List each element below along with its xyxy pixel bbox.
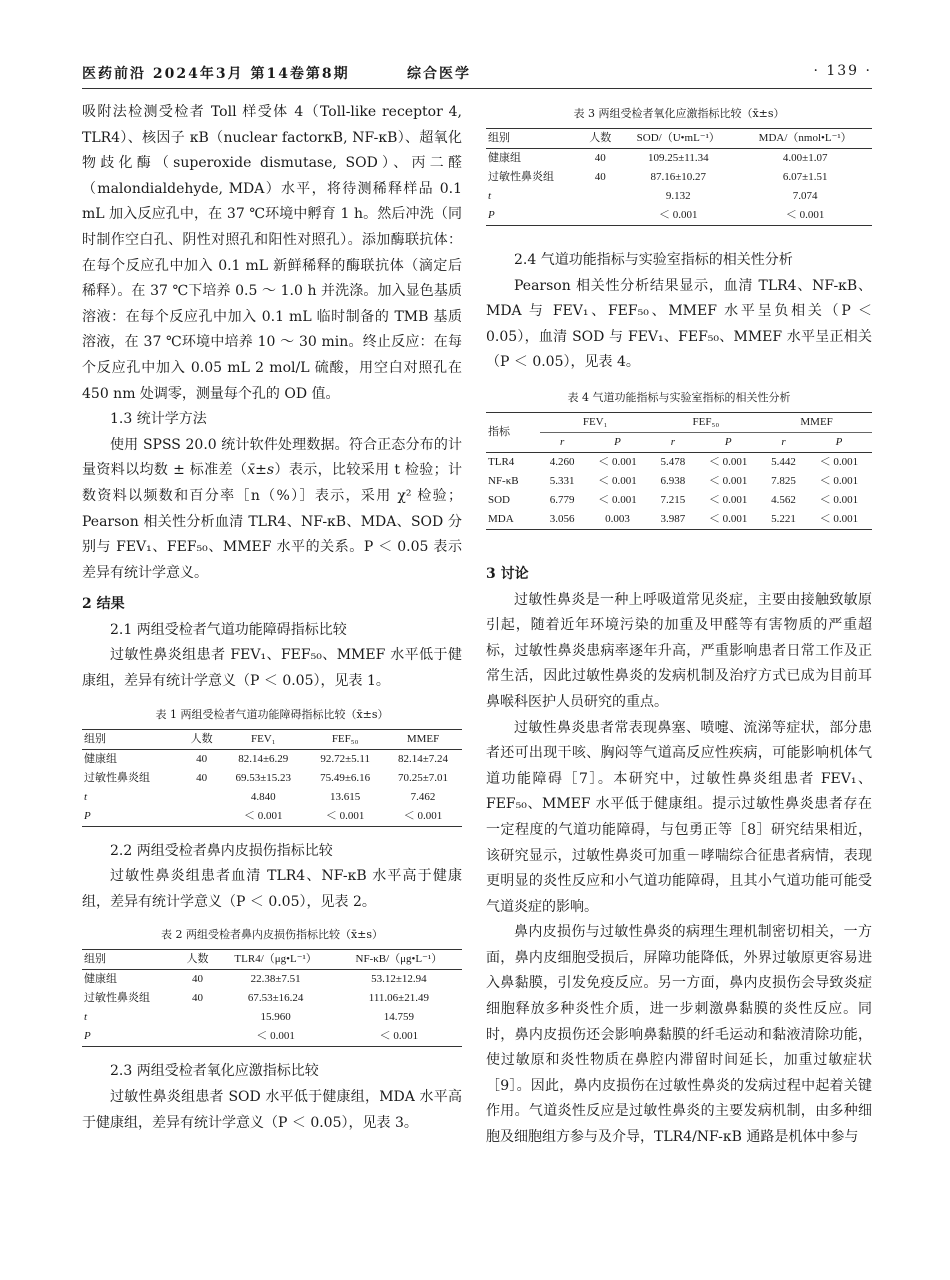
page-number: · 139 · [813,63,872,79]
section-2-3-heading: 2.3 两组受检者氧化应激指标比较 [110,1063,319,1080]
table-row: MDA 3.056 0.003 3.987 ＜ 0.001 5.221 ＜ 0.001 [486,510,872,530]
table-header: NF-κB/（μg•L⁻¹） [336,950,462,970]
journal-issue: 医药前沿 2024年3月 第14卷第8期 [82,66,350,82]
table-header: FEF₅₀ [306,729,384,749]
result-paragraph-2: 过敏性鼻炎组患者血清 TLR4、NF-κB 水平高于健康组，差异有统计学意义（P ＜ 0.05），见表 2。 [82,868,462,910]
discussion-paragraph-2: 过敏性鼻炎患者常表现鼻塞、喷嚏、流涕等症状，部分患者还可出现干咳、胸闷等气道高反应性疾病，可能影响机体气道功能障碍［7］。本研究中，过敏性鼻炎组患者 FEV₁、FEF₅₀、MMEF 水平低于健康组。提示过敏性鼻炎患者存在一定程度的气道功能障碍，与包勇正等［8］研究结果相近，该研究显示，过敏性鼻炎可加重－哮喘综合征患者病情，表现更明显的炎性反应和小气道功能障碍，且其小气道功能可能受气道炎症的影响。 [486,719,872,915]
table-row: 过敏性鼻炎组 40 87.16±10.27 6.07±1.51 [488,171,828,183]
table-header: 指标 [486,412,540,452]
left-column [82,100,462,1136]
table-row: P ＜ 0.001 ＜ 0.001 [486,206,872,226]
section-2-4-heading: 2.4 气道功能指标与实验室指标的相关性分析 [514,252,793,268]
table-row: SOD 6.779 ＜ 0.001 7.215 ＜ 0.001 4.562 ＜ 0.001 [488,493,859,506]
table-row: NF-κB 5.331 ＜ 0.001 6.938 ＜ 0.001 7.825 ＜ 0.001 [488,474,859,487]
table-row: P ＜ 0.001 ＜ 0.001 ＜ 0.001 [82,807,462,827]
table-header: 人数 [582,129,618,149]
table-2-caption: 表 2 两组受检者鼻内皮损伤指标比较（x̄±s） [160,928,384,942]
discussion-paragraph-3: 鼻内皮损伤与过敏性鼻炎的病理生理机制密切相关，一方面，鼻内皮细胞受损后，屏障功能降低，外界过敏原更容易进入鼻黏膜，引发免疫反应。另一方面，鼻内皮损伤会导致炎症细胞释放多种炎性介质，进一步刺激鼻黏膜的炎性反应。同时，鼻内皮损伤还会影响鼻黏膜的纤毛运动和黏液清除功能，使过敏原和炎性物质在鼻腔内滞留时间延长，加重过敏症状［9］。因此，鼻内皮损伤在过敏性鼻炎的发病过程中起着关键作用。气道炎性反应是过敏性鼻炎的主要发病机制，由多种细胞及细胞组方参与及介导，TLR4/NF-κB 通路是机体中参与 [486,924,872,1146]
section-2-1-heading: 2.1 两组受检者气道功能障碍指标比较 [110,621,347,638]
table-row: 健康组 40 22.38±7.51 53.12±12.94 [84,973,427,986]
section-1-3-heading: 1.3 统计学方法 [110,411,207,428]
table-2 [82,949,462,1047]
section-label: 综合医学 [407,66,471,82]
table-4-caption: 表 4 气道功能指标与实验室指标的相关性分析 [567,390,791,404]
correlation-paragraph: Pearson 相关性分析结果显示，血清 TLR4、NF-κB、MDA 与 FEV₁、FEF₅₀、MMEF 水平呈负相关（P ＜ 0.05），血清 SOD 与 FEV₁、FEF₅₀、MMEF 水平呈正相关（P ＜ 0.05），见表 4。 [486,277,872,371]
table-subheader: P [584,432,650,452]
table-header: FEV₁ [220,729,306,749]
table-header: MDA/（nmol•L⁻¹） [738,129,872,149]
table-subheader: r [651,432,696,452]
table-subheader: r [761,432,806,452]
table-4 [486,412,872,530]
right-column [486,100,872,1151]
table-header: 人数 [183,729,220,749]
table-header: FEV₁ [540,412,651,432]
table-subheader: P [806,432,872,452]
running-header [82,60,872,84]
table-header: 组别 [82,729,183,749]
discussion-paragraph-1: 过敏性鼻炎是一种上呼吸道常见炎症，主要由接触致敏原引起，随着近年环境污染的加重及甲醛等有害物质的严重超标，过敏性鼻炎患病率逐年升高，严重影响患者日常工作及正常生活，因此过敏性鼻炎的发病机制及治疗方式已成为目前耳鼻喉科医护人员研究的重点。 [486,591,872,710]
table-header: 组别 [486,129,582,149]
table-row: t 4.840 13.615 7.462 [84,790,436,803]
table-subheader: r [540,432,585,452]
table-row: 过敏性鼻炎组 40 69.53±15.23 75.49±6.16 70.25±7.01 [84,771,449,784]
table-header: SOD/（U•mL⁻¹） [618,129,738,149]
table-header: MMEF [384,729,462,749]
table-row: 健康组 40 82.14±6.29 92.72±5.11 82.14±7.24 [84,752,449,765]
table-row: TLR4 4.260 ＜ 0.001 5.478 ＜ 0.001 5.442 ＜ 0.001 [488,455,859,468]
table-1 [82,729,462,827]
stats-paragraph: 使用 SPSS 20.0 统计软件处理数据。符合正态分布的计量资料以均数 ± 标准差（x̄±s）表示，比较采用 t 检验；计数资料以频数和百分率［n（%）］表示，采用 χ² 检验；Pearson 相关性分析血清 TLR4、NF-κB、MDA、SOD 分别与 FEV₁、FEF₅₀、MMEF 水平的关系。P ＜ 0.05 表示差异有统计学意义。 [82,436,462,581]
table-header: 组别 [82,950,179,970]
table-row: t 15.960 14.759 [84,1011,414,1024]
table-subheader: P [695,432,761,452]
section-2-2-heading: 2.2 两组受检者鼻内皮损伤指标比较 [110,842,333,859]
table-row: P ＜ 0.001 ＜ 0.001 [82,1027,462,1047]
section-3-heading: 3 讨论 [486,565,529,582]
table-header: MMEF [761,412,872,432]
section-2-heading: 2 结果 [82,596,125,613]
header-rule [82,88,872,89]
table-1-caption: 表 1 两组受检者气道功能障碍指标比较（x̄±s） [155,707,389,721]
result-paragraph-1: 过敏性鼻炎组患者 FEV₁、FEF₅₀、MMEF 水平低于健康组，差异有统计学意义（P ＜ 0.05），见表 1。 [82,647,462,690]
table-header: 人数 [179,950,215,970]
table-header: FEF₅₀ [651,412,762,432]
table-3 [486,128,872,226]
table-row: 过敏性鼻炎组 40 67.53±16.24 111.06±21.49 [84,992,429,1005]
table-row: t 9.132 7.074 [488,190,818,202]
table-row: 健康组 40 109.25±11.34 4.00±1.07 [488,152,828,164]
method-paragraph: 吸附法检测受检者 Toll 样受体 4（Toll-like receptor 4, TLR4）、核因子 κB（nuclear factorκB, NF-κB）、超氧化物歧化酶（superoxide dismutase, SOD）、丙二醛（malondialdehyde, MDA）水平，将待测稀释样品 0.1 mL 加入反应孔中，在 37 ℃环境中孵育 1 h。然后冲洗（同时制作空白孔、阴性对照孔和阳性对照孔）。添加酶联抗体：在每个反应孔中加入 0.1 mL 新鲜稀释的酶联抗体（滴定后稀释）。在 37 ℃下培养 0.5 ～ 1.0 h 并洗涤。加入显色基质溶液：在每个反应孔中加入 0.1 mL 临时制备的 TMB 基质溶液，在 37 ℃环境中培养 10 ～ 30 min。终止反应：在每个反应孔中加入 0.05 mL 2 mol/L 硫酸，用空白对照孔在 450 nm 处调零，测量每个孔的 OD 值。 [82,104,462,402]
table-header: TLR4/（μg•L⁻¹） [216,950,336,970]
table-3-caption: 表 3 两组受检者氧化应激指标比较（x̄±s） [573,107,785,120]
result-paragraph-3: 过敏性鼻炎组患者 SOD 水平低于健康组，MDA 水平高于健康组，差异有统计学意义（P ＜ 0.05），见表 3。 [82,1089,462,1131]
